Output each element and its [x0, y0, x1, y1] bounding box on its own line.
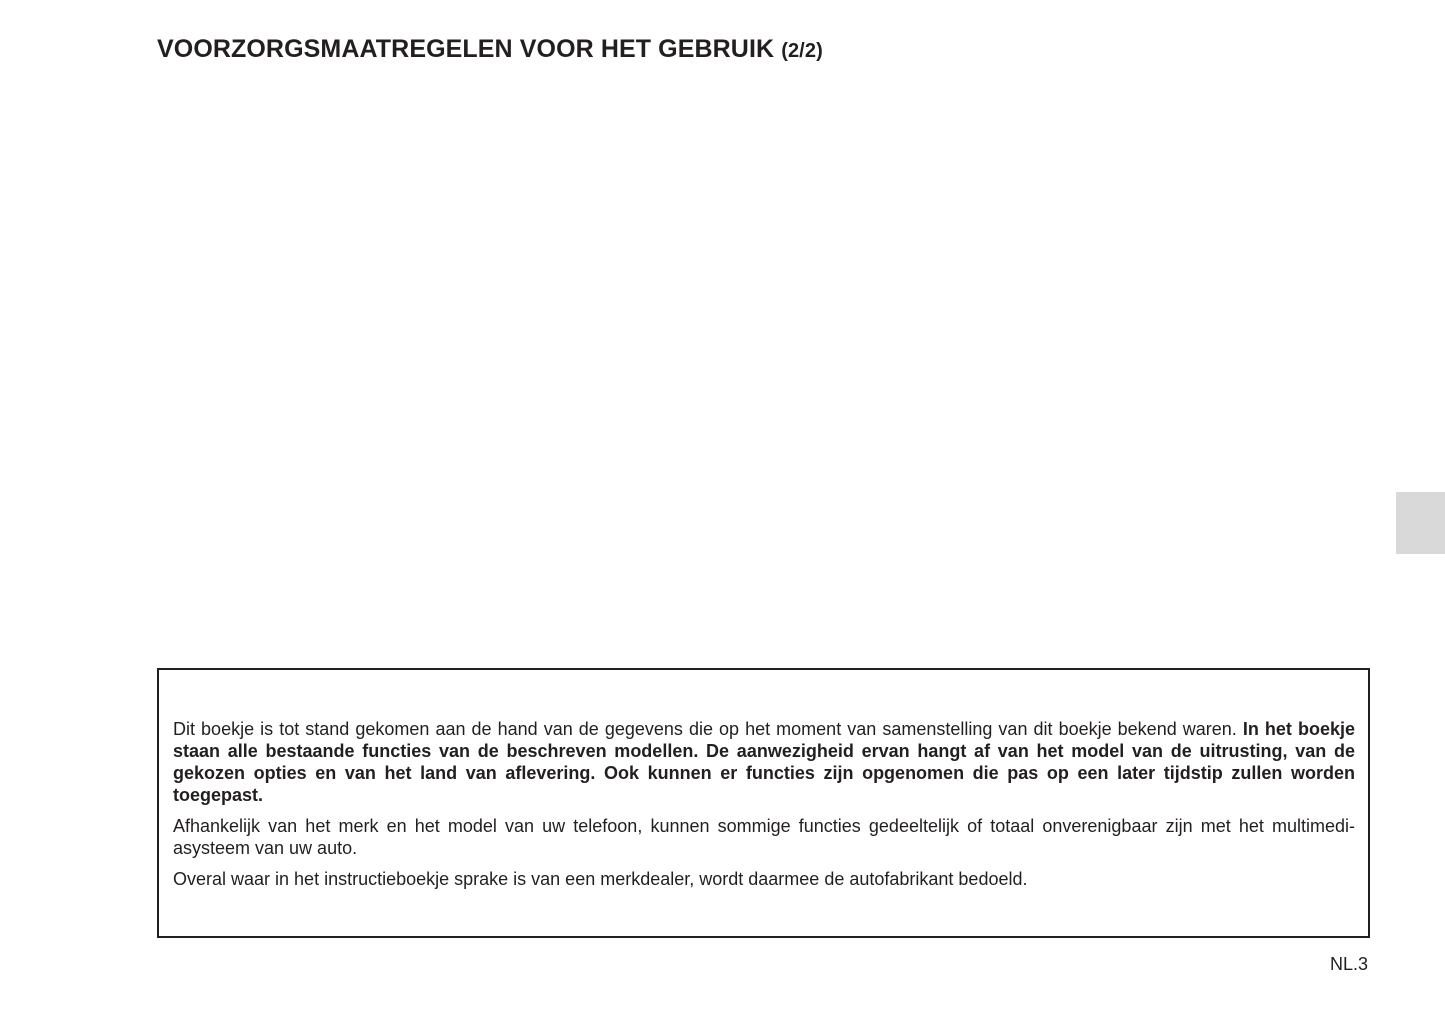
notice-paragraph-availability	[173, 718, 1355, 806]
notice-box	[157, 668, 1370, 938]
page-title-suffix: (2/2)	[781, 40, 823, 62]
notice-paragraph-availability-emphasis: In het boekje staan alle bestaande functies van de beschreven modellen. De aanwezigheid ervan hangt af van het model van de uitrusting, van de gekozen opties en van het land van aflevering. Ook kunnen er functies zijn opgenomen die pas op een later tijdstip zullen worden toegepast.	[173, 719, 1355, 805]
page-title-text: VOORZORGSMAATREGELEN VOOR HET GEBRUIK	[157, 35, 775, 63]
notice-paragraph-dealer: Overal waar in het instructieboekje sprake is van een merkdealer, wordt daarmee de autofabrikant bedoeld.	[173, 869, 1028, 889]
notice-paragraph-availability-intro: Dit boekje is tot stand gekomen aan de hand van de gegevens die op het moment van samenstelling van dit boekje bekend waren.	[173, 719, 1237, 739]
notice-paragraph-phone-compatibility: Afhankelijk van het merk en het model van uw telefoon, kunnen sommige functies gedeeltelijk of totaal onverenigbaar zijn met het multimedi-asysteem van uw auto.	[173, 816, 1355, 858]
section-thumb-tab	[1396, 492, 1445, 554]
page-number: NL.3	[1330, 954, 1369, 974]
page-title	[157, 35, 823, 64]
